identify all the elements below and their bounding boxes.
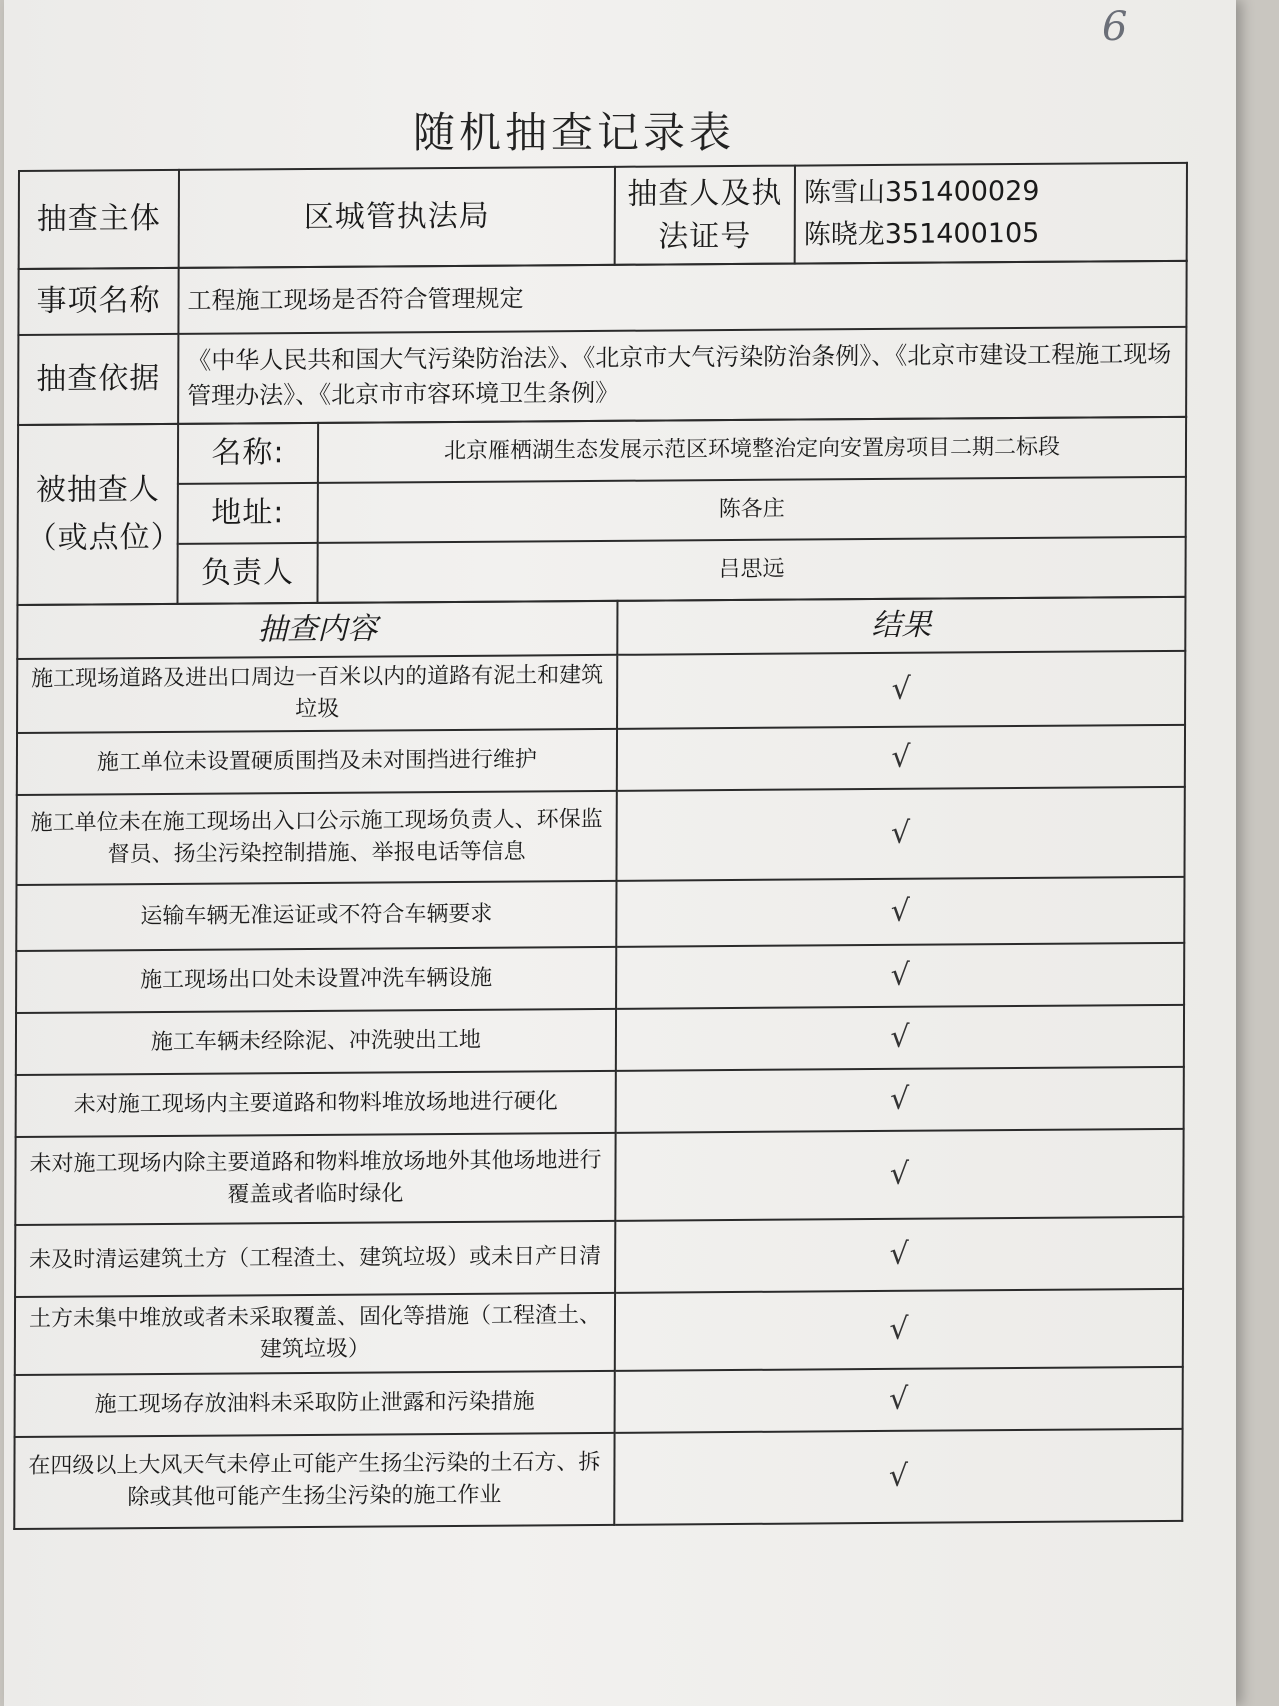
checklist-table [13, 596, 1186, 1530]
basis-label: 抽查依据 [18, 334, 178, 425]
checklist-content: 施工车辆未经除泥、冲洗驶出工地 [16, 1008, 616, 1074]
checklist-row [15, 1216, 1183, 1296]
checklist-row [16, 876, 1184, 950]
item-label: 事项名称 [18, 268, 178, 335]
checklist-content: 未对施工现场内除主要道路和物料堆放场地外其他场地进行覆盖或者临时绿化 [15, 1132, 615, 1224]
checklist-row [14, 1428, 1182, 1528]
checklist-row [15, 1366, 1183, 1436]
checklist-content: 在四级以上大风天气未停止可能产生扬尘污染的土石方、拆除或其他可能产生扬尘污染的施工作业 [14, 1432, 614, 1528]
inspected-label: 被抽查人（或点位） [17, 424, 178, 605]
person-label: 负责人 [177, 543, 317, 604]
inspector-1: 陈雪山351400029 [803, 176, 1040, 209]
checklist-result-checkmark: √ [615, 1128, 1183, 1220]
checklist-content: 未对施工现场内主要道路和物料堆放场地进行硬化 [16, 1070, 616, 1136]
result-header: 结果 [617, 597, 1185, 654]
checklist-row [17, 724, 1185, 794]
person-value: 吕思远 [317, 537, 1185, 603]
checklist-result-checkmark: √ [617, 786, 1185, 880]
inspection-form [13, 162, 1188, 1660]
checklist-content: 土方未集中堆放或者未采取覆盖、固化等措施（工程渣土、建筑垃圾） [15, 1292, 615, 1374]
inspector-2: 陈晓龙351400105 [803, 217, 1040, 251]
checklist-result-checkmark: √ [616, 942, 1184, 1008]
checklist-row [17, 650, 1185, 732]
checklist-content: 运输车辆无准运证或不符合车辆要求 [16, 880, 616, 950]
checklist-result-checkmark: √ [616, 1004, 1184, 1070]
checklist-content: 施工单位未在施工现场出入口公示施工现场负责人、环保监督员、扬尘污染控制措施、举报电话等信息 [17, 790, 617, 884]
header-table [18, 162, 1188, 270]
inspected-table [16, 416, 1187, 606]
name-label: 名称: [178, 423, 318, 484]
checklist-row [15, 1128, 1183, 1224]
checklist-result-checkmark: √ [614, 1428, 1182, 1524]
page-number: 6 [1102, 4, 1128, 50]
form-title: 随机抽查记录表 [412, 108, 735, 157]
checklist-row [16, 1004, 1184, 1074]
checklist-result-checkmark: √ [615, 1216, 1183, 1292]
checklist-content: 未及时清运建筑土方（工程渣土、建筑垃圾）或未日产日清 [15, 1220, 615, 1296]
checklist-content: 施工现场道路及进出口周边一百米以内的道路有泥土和建筑垃圾 [17, 654, 617, 732]
checklist-content: 施工单位未设置硬质围挡及未对围挡进行维护 [17, 728, 617, 794]
address-label: 地址: [178, 483, 318, 544]
inspector-list [795, 163, 1187, 264]
name-value: 北京雁栖湖生态发展示范区环境整治定向安置房项目二期二标段 [318, 417, 1186, 483]
basis-value: 《中华人民共和国大气污染防治法》、《北京市大气污染防治条例》、《北京市建设工程施工现场管理办法》、《北京市市容环境卫生条例》 [178, 327, 1186, 424]
item-table [17, 260, 1188, 426]
checklist-result-checkmark: √ [615, 1288, 1183, 1370]
subject-label: 抽查主体 [19, 170, 179, 269]
checklist-content: 施工现场存放油料未采取防止泄露和污染措施 [15, 1370, 615, 1436]
address-value: 陈各庄 [318, 477, 1186, 543]
inspector-label: 抽查人及执法证号 [615, 166, 795, 265]
checklist-row [17, 786, 1185, 884]
checklist-result-checkmark: √ [616, 876, 1184, 946]
checklist-row [16, 1066, 1184, 1136]
checklist-result-checkmark: √ [617, 724, 1185, 790]
item-value: 工程施工现场是否符合管理规定 [178, 261, 1186, 334]
subject-value: 区城管执法局 [179, 167, 615, 268]
checklist-row [16, 942, 1184, 1012]
content-header: 抽查内容 [17, 601, 617, 659]
checklist-content: 施工现场出口处未设置冲洗车辆设施 [16, 946, 616, 1012]
checklist-result-checkmark: √ [615, 1366, 1183, 1432]
checklist-result-checkmark: √ [616, 1066, 1184, 1132]
checklist-row [15, 1288, 1183, 1374]
checklist-result-checkmark: √ [617, 650, 1185, 728]
document-sheet [4, 0, 1236, 1706]
